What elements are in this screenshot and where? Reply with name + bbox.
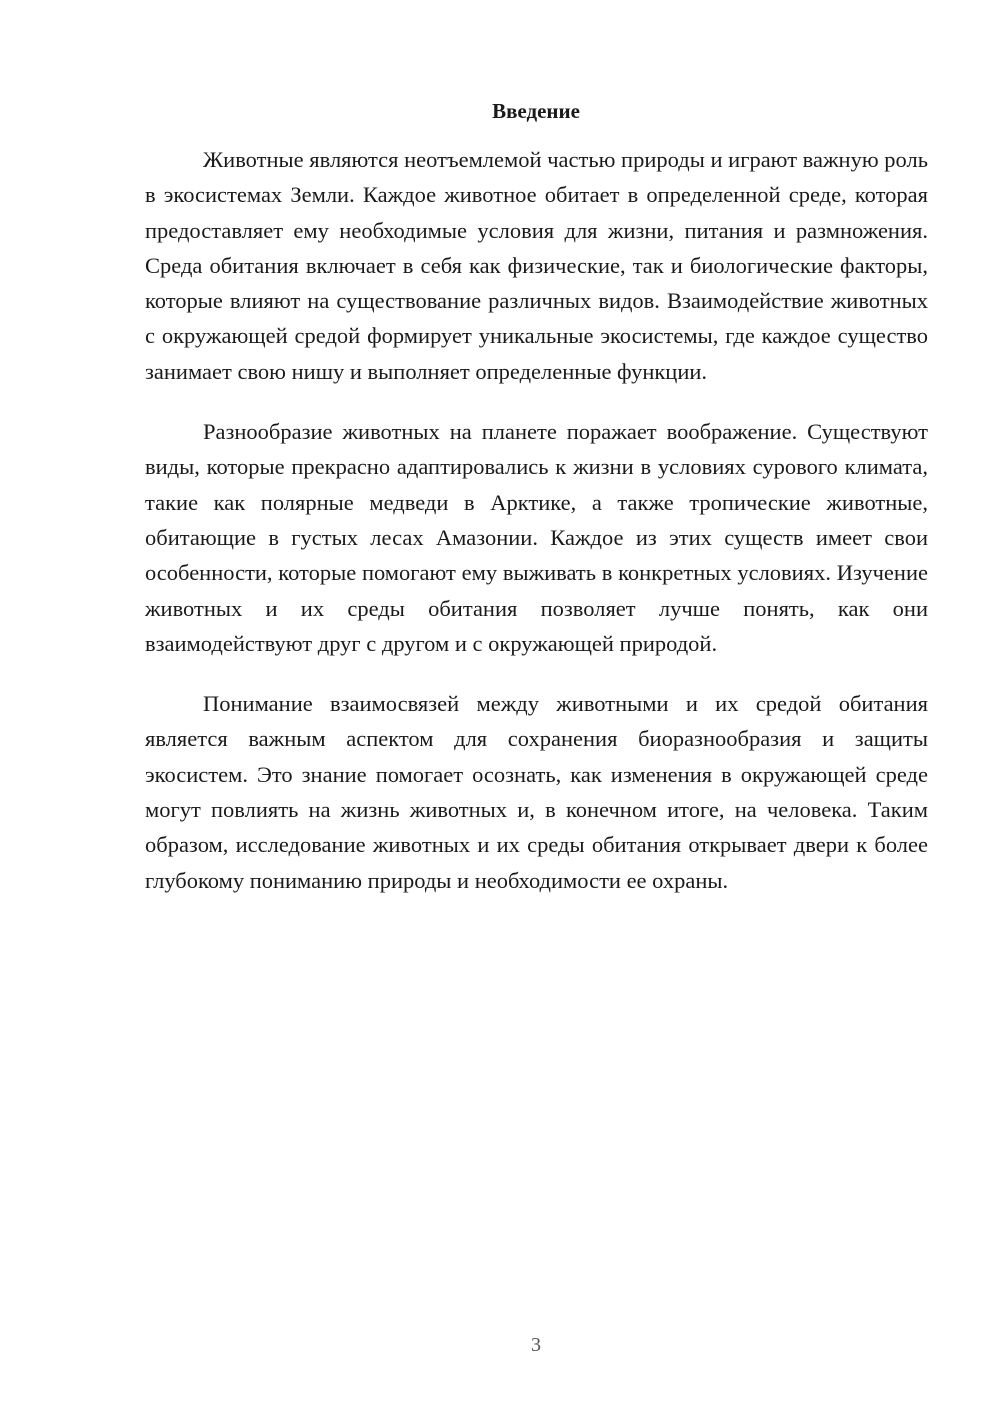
page-number: 3 [531,1334,541,1356]
section-title: Введение [492,99,580,123]
paragraph-3: Понимание взаимосвязей между животными и их средой обитания является важным аспектом для сохранения биоразнообразия и защиты экосистем. Это знание помогает осознать, как изменения в окружающей среде могут повлиять на жизнь животных и, в конечном итоге, на человека. Таким образом, исследование животных и их среды обитания открывает двери к более глубокому пониманию природы и необходимости ее охраны. [145,691,928,893]
paragraph-1: Животные являются неотъемлемой частью природы и играют важную роль в экосистемах Земли. Каждое животное обитает в определенной среде, которая предоставляет ему необходимые условия для жизни, питания и размножения. Среда обитания включает в себя как физические, так и биологические факторы, которые влияют на существование различных видов. Взаимодействие животных с окружающей средой формирует уникальные экосистемы, где каждое существо занимает свою нишу и выполняет определенные функции. [145,147,928,384]
document-body [145,142,928,923]
paragraph-2: Разнообразие животных на планете поражает воображение. Существуют виды, которые прекрасно адаптировались к жизни в условиях сурового климата, такие как полярные медведи в Арктике, а также тропические животные, обитающие в густых лесах Амазонии. Каждое из этих существ имеет свои особенности, которые помогают ему выживать в конкретных условиях. Изучение животных и их среды обитания позволяет лучше понять, как они взаимодействуют друг с другом и с окружающей природой. [145,419,928,656]
